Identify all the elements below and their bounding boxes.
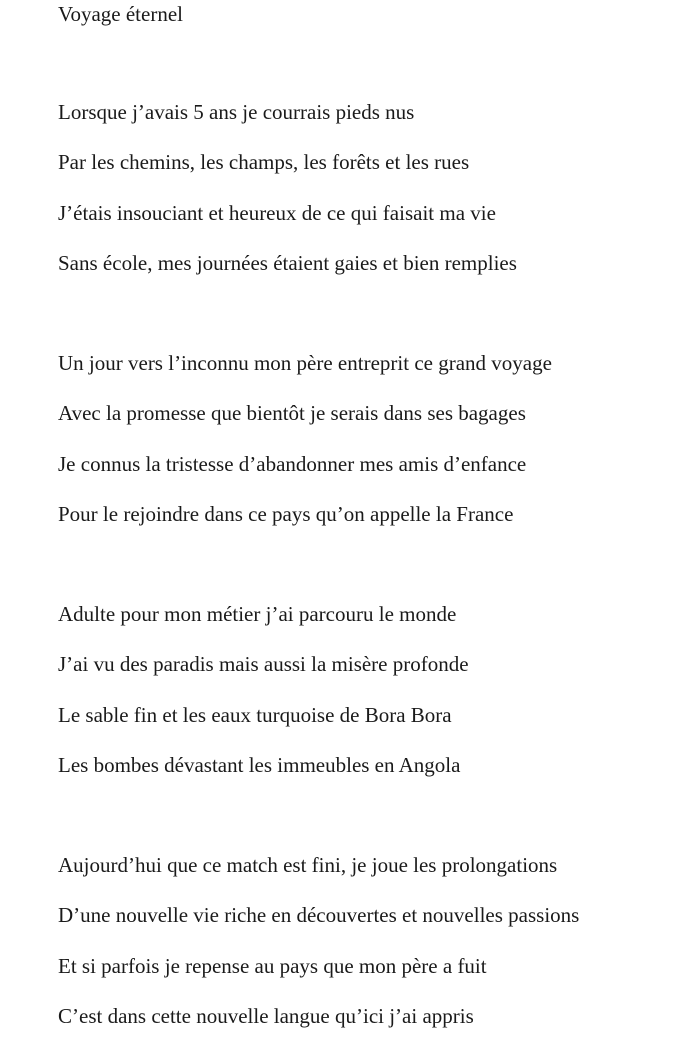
poem-line: Avec la promesse que bientôt je serais dans ses bagages [58,401,526,426]
poem-line: Je connus la tristesse d’abandonner mes amis d’enfance [58,451,527,476]
poem-line: Adulte pour mon métier j’ai parcouru le monde [58,602,457,626]
stanza-1 [58,99,698,300]
poem-line: J’ai vu des paradis mais aussi la misère profonde [58,652,469,677]
poem-line: Le sable fin et les eaux turquoise de Bora Bora [58,702,452,727]
stanza-3 [58,601,698,802]
stanza-2 [58,350,698,551]
poem-line: Sans école, mes journées étaient gaies et bien remplies [58,250,517,275]
poem-line: D’une nouvelle vie riche en découvertes et nouvelles passions [58,903,580,928]
poem-line: Les bombes dévastant les immeubles en Angola [58,752,461,777]
poem-line: C’est dans cette nouvelle langue qu’ici j’ai appris [58,1003,474,1028]
stanza-4 [58,852,698,1053]
poem-line: Et si parfois je repense au pays que mon père a fuit [58,953,487,978]
poem-line: Lorsque j’avais 5 ans je courrais pieds nus [58,100,415,124]
poem-line: Pour le rejoindre dans ce pays qu’on appelle la France [58,501,514,526]
poem-line: Par les chemins, les champs, les forêts et les rues [58,150,470,175]
poem-line: J’étais insouciant et heureux de ce qui faisait ma vie [58,200,496,225]
poem-title: Voyage éternel [58,2,183,26]
poem-line: Aujourd’hui que ce match est fini, je joue les prolongations [58,853,558,877]
poem-line: Un jour vers l’inconnu mon père entreprit ce grand voyage [58,351,552,375]
